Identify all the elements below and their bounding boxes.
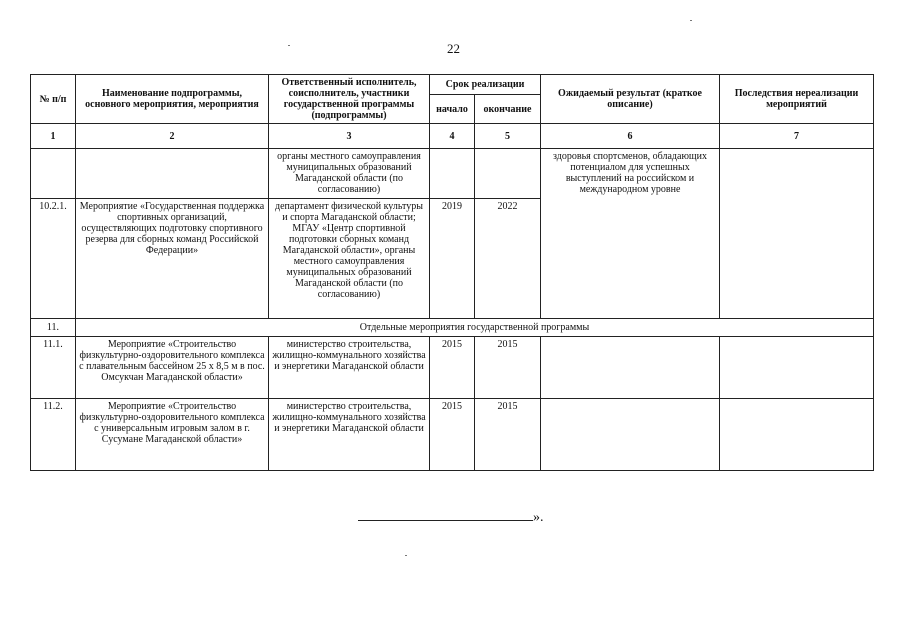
column-numbers-row <box>31 124 874 149</box>
table-row <box>31 149 874 199</box>
row-responsible: департамент физической культуры и спорта Магаданской области; МГАУ «Центр спортивной подготовки сборных команд Магаданской области», органы местного самоуправления муниципальных образований Магаданской области (по согласованию) <box>269 199 430 319</box>
header-term: Срок реализации <box>430 75 541 95</box>
closing-line <box>358 508 544 526</box>
row-consequences <box>720 149 874 319</box>
row-end: 2015 <box>475 337 541 399</box>
row-end: 2015 <box>475 399 541 471</box>
column-number: 5 <box>475 124 541 149</box>
row-responsible: министерство строительства, жилищно-коммунального хозяйства и энергетики Магаданской области <box>269 399 430 471</box>
row-end: 2022 <box>475 199 541 319</box>
column-number: 1 <box>31 124 76 149</box>
row-responsible: органы местного самоуправления муниципальных образований Магаданской области (по согласованию) <box>269 149 430 199</box>
row-num <box>31 149 76 199</box>
row-name: Мероприятие «Государственная поддержка спортивных организаций, осуществляющих подготовку спортивного резерва для сборных команд Российской Федерации» <box>76 199 269 319</box>
row-result: здоровья спортсменов, обладающих потенциалом для успешных выступлений на российском и международном уровне <box>541 149 720 319</box>
row-consequences <box>720 337 874 399</box>
header-result: Ожидаемый результат (краткое описание) <box>541 75 720 124</box>
closing-mark: ». <box>533 510 544 525</box>
row-num: 10.2.1. <box>31 199 76 319</box>
table-row <box>31 337 874 399</box>
row-result <box>541 337 720 399</box>
row-num: 11.1. <box>31 337 76 399</box>
column-number: 6 <box>541 124 720 149</box>
row-start: 2015 <box>430 399 475 471</box>
row-name <box>76 149 269 199</box>
header-responsible: Ответственный исполнитель, соисполнитель, участники государственной программы (подпрограммы) <box>269 75 430 124</box>
section-title: Отдельные мероприятия государственной программы <box>76 319 874 337</box>
row-start: 2019 <box>430 199 475 319</box>
row-start: 2015 <box>430 337 475 399</box>
table-row <box>31 399 874 471</box>
row-consequences <box>720 399 874 471</box>
header-row <box>31 75 874 95</box>
column-number: 4 <box>430 124 475 149</box>
scan-noise <box>690 20 692 21</box>
row-result <box>541 399 720 471</box>
header-start: начало <box>430 95 475 124</box>
row-num: 11. <box>31 319 76 337</box>
page-number: 22 <box>447 41 460 56</box>
row-name: Мероприятие «Строительство физкультурно-оздоровительного комплекса с универсальным игровым залом в г. Сусумане Магаданской области» <box>76 399 269 471</box>
column-number: 7 <box>720 124 874 149</box>
section-row <box>31 319 874 337</box>
column-number: 2 <box>76 124 269 149</box>
row-start <box>430 149 475 199</box>
blank-line <box>358 508 533 521</box>
column-number: 3 <box>269 124 430 149</box>
row-num: 11.2. <box>31 399 76 471</box>
row-end <box>475 149 541 199</box>
header-end: окончание <box>475 95 541 124</box>
header-consequences: Последствия нереализации мероприятий <box>720 75 874 124</box>
header-name: Наименование подпрограммы, основного мероприятия, мероприятия <box>76 75 269 124</box>
scan-noise <box>405 555 407 556</box>
header-num: № п/п <box>31 75 76 124</box>
row-responsible: министерство строительства, жилищно-коммунального хозяйства и энергетики Магаданской области <box>269 337 430 399</box>
program-table <box>30 74 874 471</box>
scan-noise <box>288 45 290 46</box>
row-name: Мероприятие «Строительство физкультурно-оздоровительного комплекса с плавательным бассейном 25 х 8,5 м в пос. Омсукчан Магаданской области» <box>76 337 269 399</box>
